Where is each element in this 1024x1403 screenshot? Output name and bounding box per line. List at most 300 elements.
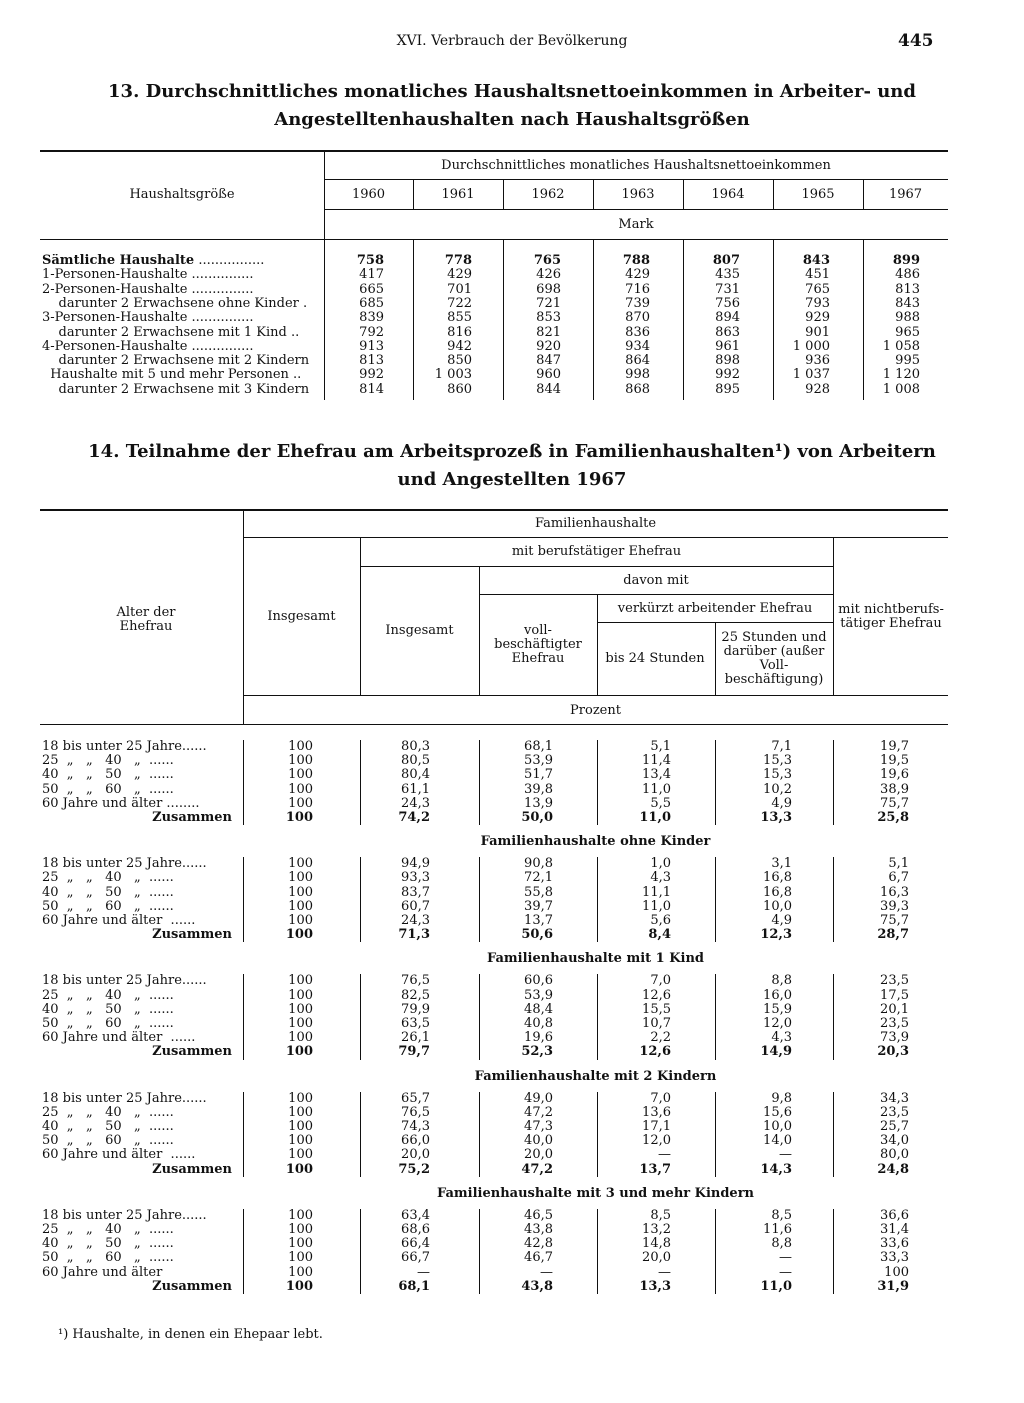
vline-body xyxy=(715,857,716,942)
table14-cell: 100 xyxy=(288,1104,313,1120)
table14-cell: 43,8 xyxy=(524,1222,553,1237)
table14-cell: 83,7 xyxy=(401,884,430,900)
table14-cell: 4,3 xyxy=(650,870,671,886)
table13-cell: 998 xyxy=(625,367,650,383)
table14-cell: 75,7 xyxy=(880,795,909,811)
vline-body xyxy=(597,1092,598,1177)
table13-cell: 863 xyxy=(715,324,740,340)
row-label-dots: ........ xyxy=(162,796,200,811)
table14-cell: 13,7 xyxy=(639,1161,671,1177)
table14-cell: 16,8 xyxy=(763,870,792,886)
row-label-dots: ................ xyxy=(194,254,265,268)
table14-cell: 13,9 xyxy=(524,795,553,811)
row-label-text: Zusammen xyxy=(152,811,232,825)
table14-row-label xyxy=(40,811,232,825)
vline-body xyxy=(833,857,834,942)
vline-h4 xyxy=(715,622,716,695)
row-label-text: 60 Jahre und älter xyxy=(42,796,163,811)
table14-cell: 8,8 xyxy=(771,1236,792,1252)
table14-cell: 14,8 xyxy=(642,1236,671,1252)
header-mit-berufstaetiger: mit berufstätiger Ehefrau xyxy=(511,544,682,559)
row-label-text: 50 „ „ 60 „ xyxy=(42,899,141,914)
table14-cell: 14,3 xyxy=(760,1161,792,1177)
vline-body xyxy=(479,857,480,942)
table14-cell: 5,1 xyxy=(888,856,909,872)
table14-cell: 100 xyxy=(285,810,313,825)
table13-cell: 1 058 xyxy=(882,338,920,354)
table14-cell: 23,5 xyxy=(880,973,909,989)
table14-row-label xyxy=(40,1280,232,1294)
table14-row-label xyxy=(42,1106,238,1120)
vline-body xyxy=(715,1092,716,1177)
header-verkuerzt: verkürzt arbeitender Ehefrau xyxy=(617,600,813,616)
table14-cell: 66,7 xyxy=(401,1250,430,1266)
table13-cell: 965 xyxy=(895,324,920,340)
vline-body xyxy=(833,1209,834,1294)
row-label-dots: . xyxy=(298,296,308,311)
table13-cell: 928 xyxy=(805,381,830,397)
table14-cell: 100 xyxy=(288,739,313,754)
table14-cell: 24,3 xyxy=(401,795,430,811)
table14-cell: 36,6 xyxy=(880,1207,909,1223)
table14-cell: 42,8 xyxy=(524,1236,553,1252)
row-label-text: darunter 2 Erwachsene mit 3 Kindern xyxy=(42,382,310,397)
row-label-dots: ...... xyxy=(140,1120,174,1134)
row-label-dots: ...... xyxy=(140,768,174,783)
table14-cell: 13,4 xyxy=(642,767,671,783)
table14-cell: 17,1 xyxy=(642,1119,671,1134)
table14-row-label xyxy=(42,1134,238,1148)
table14-cell: 48,4 xyxy=(524,1001,553,1017)
table13-cell: 721 xyxy=(536,295,561,311)
table14-cell: 49,0 xyxy=(524,1090,553,1106)
row-label-dots: ...... xyxy=(140,988,174,1003)
table14-cell: 51,7 xyxy=(524,767,553,783)
table14-row-label xyxy=(40,928,232,942)
table14-row-label xyxy=(40,1163,232,1177)
table13-cell: 792 xyxy=(359,324,384,340)
table13-cell: 1 008 xyxy=(882,381,920,397)
row-label-text: Sämtliche Haushalte xyxy=(42,254,195,268)
table14-row-label xyxy=(42,1237,238,1251)
table13-year-header: 1963 xyxy=(621,186,655,202)
vline-body xyxy=(597,857,598,942)
row-label-dots: ...... xyxy=(140,899,174,914)
table13-cell: 451 xyxy=(805,267,830,283)
row-label-text: 40 „ „ 50 „ xyxy=(42,1120,141,1134)
table13-cell: 850 xyxy=(447,353,472,369)
row-label-dots: ...... xyxy=(181,1091,207,1106)
table13-cell: 731 xyxy=(715,281,740,297)
table14-cell: 53,9 xyxy=(524,753,553,769)
table13-title-line1: 13. Durchschnittliches monatliches Haushaltsnettoeinkommen in Arbeiter- und xyxy=(108,81,916,102)
table14-cell: 10,0 xyxy=(763,898,792,914)
table13-title-line2: Angestelltenhaushalten nach Haushaltsgrößen xyxy=(274,109,750,130)
table13-cell: 839 xyxy=(359,310,384,326)
table14-cell: 10,2 xyxy=(763,781,792,797)
table14-row-label xyxy=(42,1251,238,1265)
table14-cell: 11,0 xyxy=(642,898,671,914)
header-insgesamt-1: Insgesamt xyxy=(267,608,336,624)
table14-row-label xyxy=(42,768,238,782)
row-label-text: 3-Personen-Haushalte xyxy=(42,311,188,326)
table14-cell: 100 xyxy=(288,1090,313,1106)
table14-cell: 15,5 xyxy=(642,1001,671,1017)
table13-cell: 913 xyxy=(359,338,384,354)
table14-cell: 100 xyxy=(288,1030,313,1046)
table14-cell: 100 xyxy=(288,1236,313,1252)
row-label-text: 40 „ „ 50 „ xyxy=(42,1237,141,1252)
table14-cell: 43,8 xyxy=(521,1278,553,1294)
row-label-text: 2-Personen-Haushalte xyxy=(42,282,188,297)
header-insgesamt-2: Insgesamt xyxy=(385,623,454,638)
table14-cell: 7,0 xyxy=(650,973,671,989)
table14-cell: 7,1 xyxy=(771,739,792,754)
table14-cell: 82,5 xyxy=(401,987,430,1003)
table14-cell: 8,8 xyxy=(771,973,792,989)
header-alter: Alter der Ehefrau xyxy=(116,605,176,634)
row-label-text: darunter 2 Erwachsene mit 1 Kind xyxy=(42,325,287,340)
table13-cell: 813 xyxy=(895,281,920,297)
table14-row-label xyxy=(42,989,238,1003)
header-familienhaushalte: Familienhaushalte xyxy=(534,516,657,531)
table14-cell: 66,0 xyxy=(401,1133,430,1149)
table14-cell: 71,3 xyxy=(398,927,430,943)
table13-row-label xyxy=(42,368,317,382)
table13-cell: 821 xyxy=(536,324,561,340)
row-label-text: 25 „ „ 40 „ xyxy=(42,988,141,1003)
table14-row-label xyxy=(42,886,238,900)
table14-cell: 14,9 xyxy=(760,1044,792,1060)
vline-body xyxy=(479,974,480,1059)
table14-cell: — xyxy=(779,1147,792,1163)
table14-cell: 13,6 xyxy=(642,1104,671,1120)
table14-cell: 74,2 xyxy=(398,810,430,825)
vline-body xyxy=(833,740,834,825)
header-bis-24: bis 24 Stunden xyxy=(605,651,705,666)
row-label-dots: ............... xyxy=(187,268,254,283)
row-label-dots: ...... xyxy=(181,1208,207,1223)
row-label-text: 60 Jahre und älter xyxy=(42,1265,163,1280)
row-label-text: 50 „ „ 60 „ xyxy=(42,1251,141,1266)
vline-stub-body xyxy=(243,974,244,1059)
row-label-text: 60 Jahre und älter xyxy=(42,1031,163,1046)
table13-year-header: 1965 xyxy=(801,186,835,202)
table14-cell: 2,2 xyxy=(650,1030,671,1046)
table14-row-label xyxy=(40,1045,232,1059)
table14-cell: 100 xyxy=(288,870,313,886)
table13-unit: Mark xyxy=(618,216,654,232)
table14-cell: 13,3 xyxy=(760,810,792,825)
table13-cell: 936 xyxy=(805,353,830,369)
row-label-text: 50 „ „ 60 „ xyxy=(42,782,141,797)
table14-cell: 68,6 xyxy=(401,1222,430,1237)
table14-cell: 100 xyxy=(288,1001,313,1017)
row-label-text: Zusammen xyxy=(152,928,232,943)
vline-h5 xyxy=(833,537,834,695)
table13-cell: 698 xyxy=(536,281,561,297)
table14-cell: 100 xyxy=(285,1278,313,1294)
table14-row-label xyxy=(42,914,238,928)
footnote: ¹) Haushalte, in denen ein Ehepaar lebt. xyxy=(58,1327,323,1342)
header-25-stunden: 25 Stunden und darüber (außer Voll-beschäftigung) xyxy=(721,630,827,687)
table14-cell: 20,1 xyxy=(880,1001,909,1017)
vline-body xyxy=(360,1092,361,1177)
table13-cell: 844 xyxy=(536,381,561,397)
table14-cell: 100 xyxy=(285,927,313,943)
section-title: Familienhaushalte mit 1 Kind xyxy=(486,951,705,967)
table14-cell: 15,3 xyxy=(763,767,792,783)
table13-row-label xyxy=(42,383,317,397)
table14-cell: — xyxy=(658,1147,671,1163)
table14-cell: 46,7 xyxy=(524,1250,553,1266)
section-title: Familienhaushalte ohne Kinder xyxy=(480,834,711,850)
table14-cell: 23,5 xyxy=(880,1104,909,1120)
table14-cell: 8,5 xyxy=(771,1207,792,1223)
row-label-dots: ...... xyxy=(162,1031,196,1046)
table14-cell: 11,0 xyxy=(642,781,671,797)
table13-cell: 934 xyxy=(625,338,650,354)
table13-year-header: 1962 xyxy=(531,186,565,202)
table14-cell: 26,1 xyxy=(401,1030,430,1046)
table14-cell: 10,0 xyxy=(763,1119,792,1134)
table13-cell: 860 xyxy=(447,381,472,397)
vline-body xyxy=(360,857,361,942)
row-label-dots: ...... xyxy=(181,857,207,872)
vline-body xyxy=(833,1092,834,1177)
row-label-dots: ............... xyxy=(187,282,254,297)
table14-cell: 61,1 xyxy=(401,781,430,797)
table14-cell: 25,8 xyxy=(877,810,909,825)
table14-cell: 72,1 xyxy=(524,870,553,886)
table14-cell: 31,4 xyxy=(880,1222,909,1237)
table14-cell: 93,3 xyxy=(401,870,430,886)
vline-stub-body xyxy=(243,740,244,825)
row-label-text: 18 bis unter 25 Jahre xyxy=(42,1091,182,1106)
table14-cell: 13,2 xyxy=(642,1222,671,1237)
row-label-text: Zusammen xyxy=(152,1045,232,1060)
table13-cell: 1 120 xyxy=(882,367,920,383)
table14-cell: 4,9 xyxy=(771,913,792,928)
table14-cell: 20,0 xyxy=(524,1147,553,1163)
table14-cell: 23,5 xyxy=(880,1016,909,1031)
table13-row-label xyxy=(42,354,317,368)
table14-cell: 100 xyxy=(285,1161,313,1177)
table13-cell: 992 xyxy=(359,367,384,383)
row-label-text: 25 „ „ 40 „ xyxy=(42,1105,141,1120)
table14-cell: 80,5 xyxy=(401,753,430,769)
table13-row-label xyxy=(42,268,317,282)
table14-row-label xyxy=(42,900,238,914)
table14-cell: 39,8 xyxy=(524,781,553,797)
table14-cell: — xyxy=(417,1264,430,1280)
table14-cell: 63,4 xyxy=(401,1207,430,1223)
rule-header-bottom xyxy=(40,239,948,240)
row-label-dots: ...... xyxy=(140,1134,174,1149)
vline-body xyxy=(360,974,361,1059)
table14-cell: 16,8 xyxy=(763,884,792,900)
row-label-text: 25 „ „ 40 „ xyxy=(42,1223,141,1237)
row-label-text: 18 bis unter 25 Jahre xyxy=(42,740,182,754)
table14-row-label xyxy=(42,797,238,811)
table13-cell: 765 xyxy=(533,253,561,268)
table14-cell: 100 xyxy=(288,1222,313,1237)
row-label-text: darunter 2 Erwachsene ohne Kinder xyxy=(42,296,299,311)
table13-cell: 920 xyxy=(536,338,561,354)
vline-body xyxy=(597,740,598,825)
header-unit: Prozent xyxy=(570,702,621,718)
table14-cell: 11,0 xyxy=(639,810,671,825)
table14-cell: 34,3 xyxy=(880,1090,909,1106)
table14-cell: 19,7 xyxy=(880,739,909,754)
row-label-text: Haushalte mit 5 und mehr Personen xyxy=(42,368,289,383)
row-label-text: 25 „ „ 40 „ xyxy=(42,871,141,886)
table13-year-header: 1967 xyxy=(888,186,923,202)
table14-cell: 24,3 xyxy=(401,913,430,928)
row-label-text: 50 „ „ 60 „ xyxy=(42,1134,141,1149)
table14-cell: 47,2 xyxy=(521,1161,553,1177)
table14-cell: 20,0 xyxy=(642,1250,671,1266)
row-label-dots: ...... xyxy=(140,885,174,900)
table13-year-header: 1960 xyxy=(351,186,386,202)
vline-stub-body xyxy=(243,857,244,942)
table14-cell: 100 xyxy=(288,1133,313,1149)
table14-cell: 33,6 xyxy=(880,1236,909,1252)
table14-cell: 47,2 xyxy=(524,1104,553,1120)
page-number: 445 xyxy=(898,31,934,51)
table14-cell: 20,0 xyxy=(401,1147,430,1163)
table14-cell: 63,5 xyxy=(401,1016,430,1031)
table14-cell: — xyxy=(540,1264,553,1280)
table14-cell: 66,4 xyxy=(401,1236,430,1252)
table14-cell: 13,3 xyxy=(639,1278,671,1294)
row-label-text: darunter 2 Erwachsene mit 2 Kindern xyxy=(42,354,310,369)
table13-cell: 701 xyxy=(447,281,472,297)
table14-cell: 100 xyxy=(288,795,313,811)
table14-cell: 65,7 xyxy=(401,1090,430,1106)
table13-cell: 836 xyxy=(625,324,650,340)
table13-col-group: Durchschnittliches monatliches Haushaltsnettoeinkommen xyxy=(441,157,831,173)
section-title: Familienhaushalte mit 3 und mehr Kindern xyxy=(436,1185,754,1201)
table13-cell: 864 xyxy=(625,353,650,369)
table14-row-label xyxy=(42,1003,238,1017)
row-label-text: 60 Jahre und älter xyxy=(42,914,163,928)
table14-cell: — xyxy=(658,1264,671,1280)
table14-cell: 24,8 xyxy=(877,1161,909,1177)
table14-cell: 12,6 xyxy=(642,987,671,1003)
table13-cell: 855 xyxy=(447,310,472,326)
table14-cell: — xyxy=(779,1264,792,1280)
table14-cell: 55,8 xyxy=(524,884,553,900)
table14-row-label xyxy=(42,857,238,871)
row-label-text: 50 „ „ 60 „ xyxy=(42,1017,141,1031)
table14-cell: 80,0 xyxy=(880,1147,909,1163)
row-label-dots: ...... xyxy=(162,914,196,928)
table14-cell: 38,9 xyxy=(880,781,909,797)
table14-cell: 7,0 xyxy=(650,1090,671,1106)
table14-cell: 3,1 xyxy=(771,856,792,872)
table14-cell: 90,8 xyxy=(524,856,553,872)
table13-cell: 1 003 xyxy=(434,367,472,383)
table14-cell: 12,0 xyxy=(763,1016,792,1031)
table13-cell: 870 xyxy=(625,310,650,326)
table13-cell: 429 xyxy=(447,267,472,283)
row-label-text: 1-Personen-Haushalte xyxy=(42,268,188,283)
row-label-dots: ...... xyxy=(181,974,207,989)
table14-cell: 19,6 xyxy=(524,1030,553,1046)
table13-cell: 901 xyxy=(805,324,830,340)
table13-cell: 665 xyxy=(359,281,384,297)
table13-cell: 758 xyxy=(356,253,384,268)
table13-cell: 853 xyxy=(536,310,561,326)
table13-cell: 756 xyxy=(715,295,740,311)
table13-cell: 765 xyxy=(805,281,830,297)
header-davon-mit: davon mit xyxy=(623,572,689,588)
table13-cell: 960 xyxy=(536,367,561,383)
vline-body xyxy=(479,740,480,825)
table14-cell: 11,4 xyxy=(642,753,671,769)
table13-cell: 778 xyxy=(444,253,472,268)
table14-row-label xyxy=(42,1017,238,1031)
table13-cell: 895 xyxy=(715,381,740,397)
table14-cell: 25,7 xyxy=(880,1119,909,1134)
table14-cell: 31,9 xyxy=(877,1278,909,1294)
table14-cell: 60,7 xyxy=(401,898,430,914)
table14-cell: 5,1 xyxy=(650,739,671,754)
row-label-dots: ...... xyxy=(140,1237,174,1252)
table14-cell: 16,3 xyxy=(880,884,909,900)
table14-row-label xyxy=(42,1266,238,1280)
table14-cell: 52,3 xyxy=(521,1044,553,1060)
table13-year-header: 1964 xyxy=(711,186,745,202)
table14-cell: 100 xyxy=(288,884,313,900)
table14-row-label xyxy=(42,974,238,988)
table14-cell: 100 xyxy=(288,767,313,783)
table14-cell: 1,0 xyxy=(650,856,671,872)
table13-row-label xyxy=(42,254,317,268)
table13-cell: 988 xyxy=(895,310,920,326)
table14-row-label xyxy=(42,1148,238,1162)
table14-cell: 39,3 xyxy=(880,898,909,914)
vline-body xyxy=(360,1209,361,1294)
table13-cell: 435 xyxy=(715,267,740,283)
vline-body xyxy=(597,974,598,1059)
vline-stub-body xyxy=(243,1092,244,1177)
row-label-text: 40 „ „ 50 „ xyxy=(42,885,141,900)
table14-cell: 100 xyxy=(285,1044,313,1060)
vline-body xyxy=(715,1209,716,1294)
table14-cell: 100 xyxy=(288,1207,313,1223)
vline-body xyxy=(833,974,834,1059)
table13-cell: 793 xyxy=(805,295,830,311)
table14-cell: 68,1 xyxy=(398,1278,430,1294)
table14-cell: 100 xyxy=(884,1264,909,1280)
rule-header-bottom xyxy=(40,724,948,725)
row-label-text: 4-Personen-Haushalte xyxy=(42,339,188,354)
table14-cell: 80,4 xyxy=(401,767,430,783)
row-label-text: 18 bis unter 25 Jahre xyxy=(42,857,182,872)
table14-cell: 74,3 xyxy=(401,1119,430,1134)
table14-cell: 68,1 xyxy=(524,739,553,754)
table13-cell: 816 xyxy=(447,324,472,340)
table14-cell: 100 xyxy=(288,856,313,872)
table14-cell: 14,0 xyxy=(763,1133,792,1149)
row-label-text: 18 bis unter 25 Jahre xyxy=(42,974,182,989)
table13-cell: 995 xyxy=(895,353,920,369)
table14-cell: 15,6 xyxy=(763,1104,792,1120)
table13-cell: 961 xyxy=(715,338,740,354)
table14-row-label xyxy=(42,1031,238,1045)
